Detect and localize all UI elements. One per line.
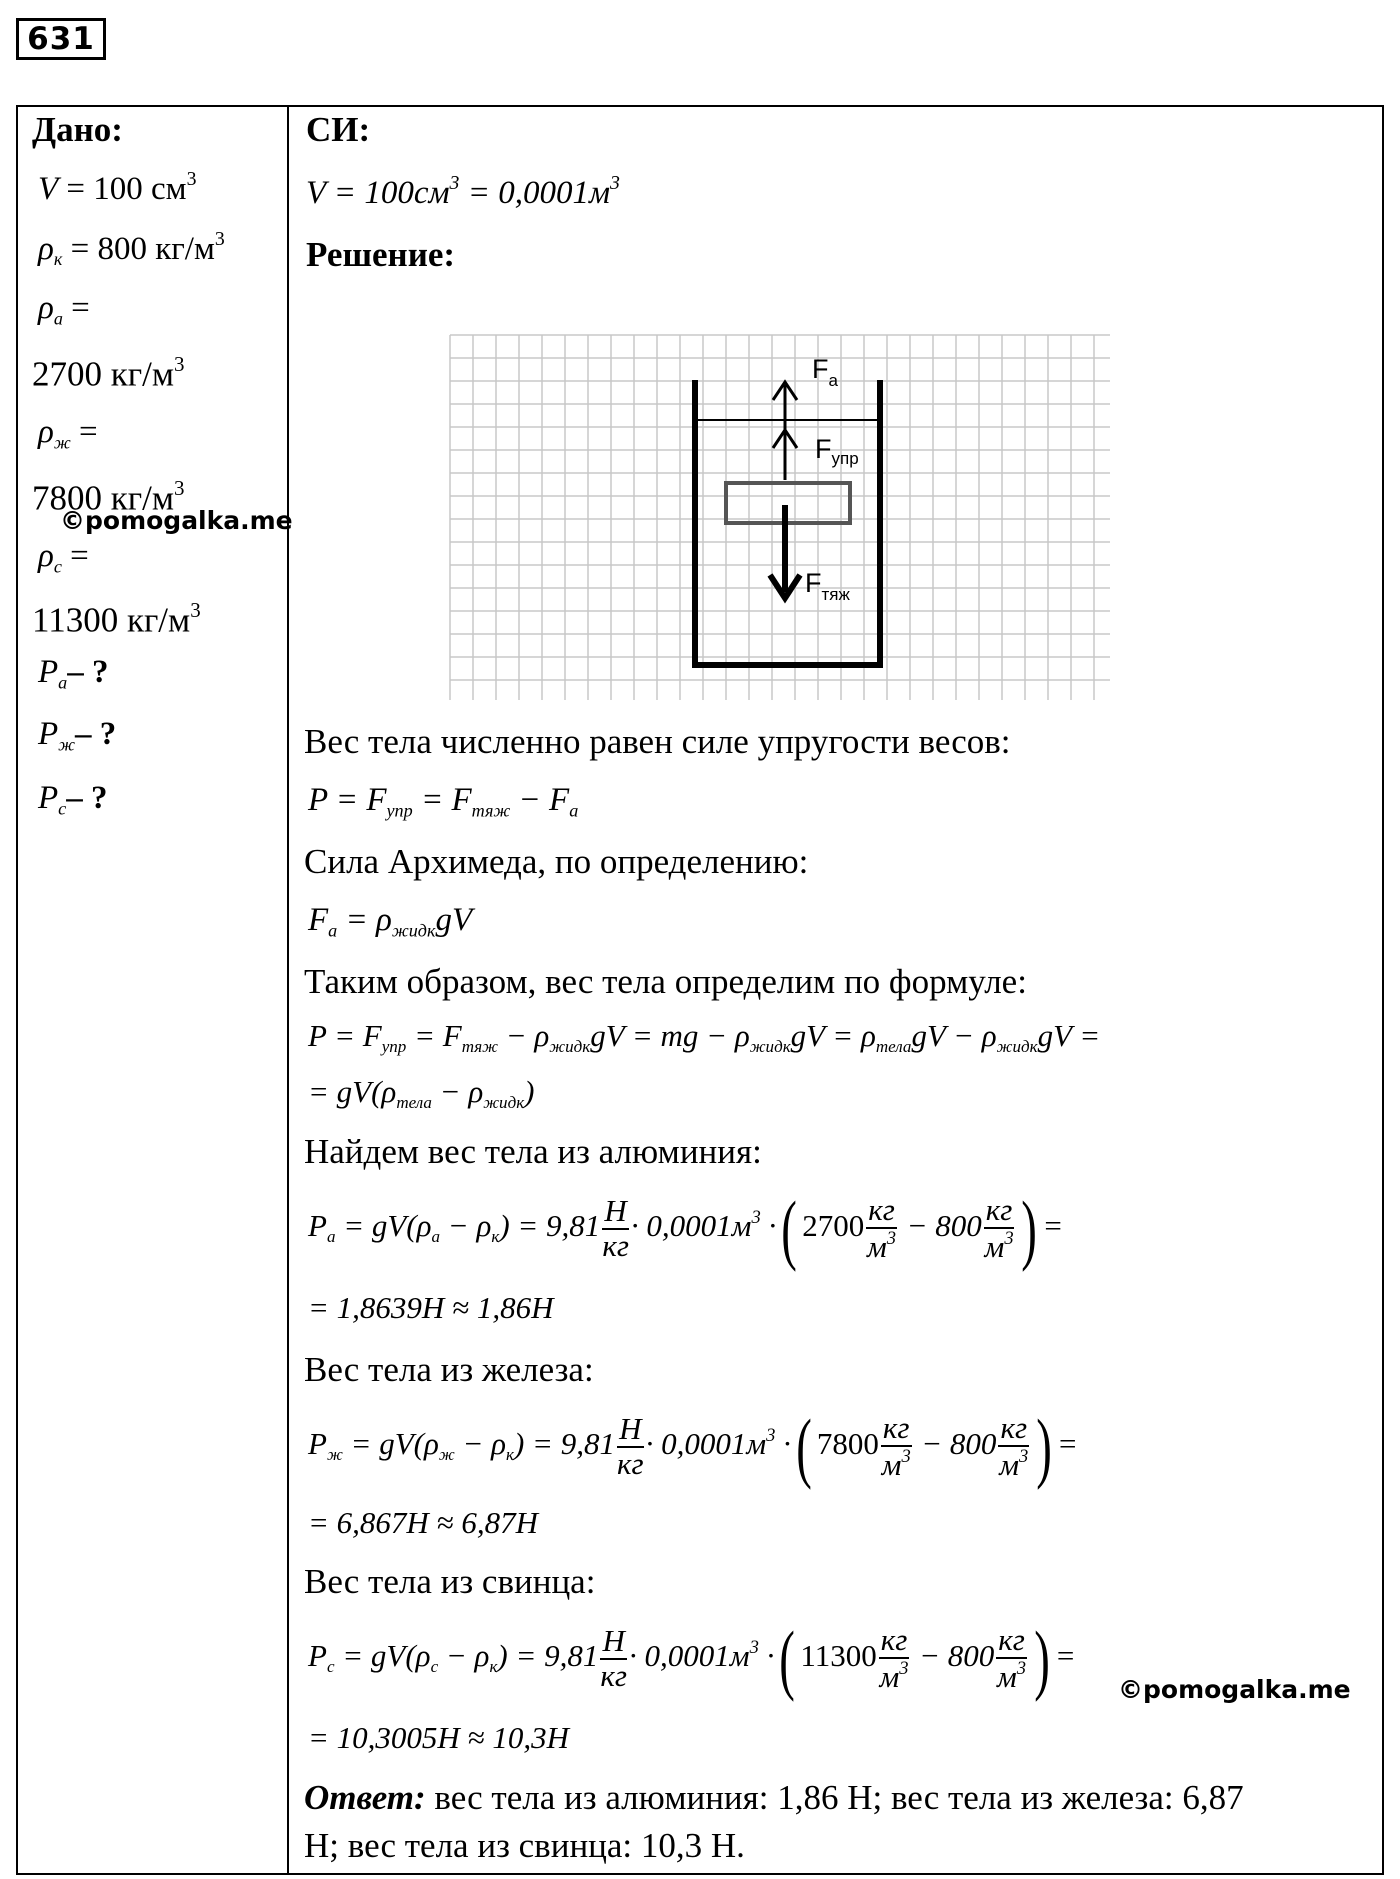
answer-line2: Н; вес тела из свинца: 10,3 Н. bbox=[304, 1826, 745, 1865]
given-density-iron-symbol: $\rho_ж$ = bbox=[38, 414, 98, 453]
watermark-right: ©pomogalka.me bbox=[1118, 1675, 1351, 1704]
given-density-aluminium-value: 2700 $кг/м^3$ bbox=[32, 352, 185, 394]
given-density-lead-value: 11300 $кг/м^3$ bbox=[32, 598, 201, 640]
given-density-aluminium-symbol: $\rho_а$ = bbox=[38, 290, 90, 329]
given-volume: V = 100 $см^3$ bbox=[38, 168, 197, 207]
formula-archimedes: $F_а = \rho_{жидк}gV$ bbox=[308, 902, 473, 941]
result-lead: = 10,3005H ≈ 10,3H bbox=[308, 1720, 569, 1755]
given-density-iron-value: 7800 $кг/м^3$ bbox=[32, 476, 185, 518]
formula-weight: $P = F_{упр} = F_{тяж} - F_а$ bbox=[308, 782, 579, 821]
given-density-lead-symbol: $\rho_с$ = bbox=[38, 538, 89, 577]
formula-weight-derivation-line1: $P = F_{упр} = F_{тяж} - \rho_{жидк}gV$ = mg − $\rho_{жидк}gV = \rho_{тела}gV - \rho_{жидк}gV$ = bbox=[308, 1018, 1101, 1056]
formula-weight-derivation-line2: = $gV(\rho_{тела} - \rho_{жидк})$ bbox=[308, 1074, 535, 1112]
text-iron: Вес тела из железа: bbox=[304, 1350, 594, 1389]
answer-line1: Ответ: вес тела из алюминия: 1,86 Н; вес тела из железа: 6,87 bbox=[304, 1778, 1244, 1817]
given-title: Дано: bbox=[32, 110, 123, 149]
si-conversion: $V = 100см^3 = 0,0001м^3$ bbox=[306, 172, 620, 211]
label-archimedes: $F_а$ bbox=[812, 354, 838, 390]
result-aluminium: = 1,8639H ≈ 1,86H bbox=[308, 1290, 554, 1325]
given-density-kerosene: $\rho_к = 800$ $кг/м^3$ bbox=[38, 228, 225, 270]
formula-aluminium-calc: $P_а = gV(\rho_а - \rho_к) = 9,81$ $\frac{H}{кг}$ · $0,0001м^3$ ·( 2700 $\frac{кг}{м^3}$ − 800 $\frac{кг}{м^3}$ ) = bbox=[308, 1185, 1064, 1272]
si-title: СИ: bbox=[306, 110, 371, 149]
text-archimedes-definition: Сила Архимеда, по определению: bbox=[304, 842, 809, 881]
label-gravity: $F_{тяж}$ bbox=[805, 568, 850, 604]
watermark-left: ©pomogalka.me bbox=[60, 506, 293, 535]
text-weight-formula: Таким образом, вес тела определим по формуле: bbox=[304, 962, 1027, 1001]
formula-iron-calc: $P_ж = gV(\rho_ж - \rho_к) = 9,81$ $\frac{H}{кг}$ · $0,0001м^3$ ·( 7800 $\frac{кг}{м^3}$ − 800 $\frac{кг}{м^3}$ ) = bbox=[308, 1403, 1078, 1490]
find-weight-iron: $P_ж-$ ? bbox=[38, 716, 117, 755]
column-divider bbox=[287, 105, 289, 1875]
label-elastic: $F_{упр}$ bbox=[815, 434, 859, 468]
force-diagram bbox=[430, 330, 1130, 710]
text-lead: Вес тела из свинца: bbox=[304, 1562, 596, 1601]
find-weight-aluminium: $P_а-$ ? bbox=[38, 654, 109, 693]
text-aluminium: Найдем вес тела из алюминия: bbox=[304, 1132, 762, 1171]
result-iron: = 6,867H ≈ 6,87H bbox=[308, 1505, 538, 1540]
find-weight-lead: $P_с-$ ? bbox=[38, 780, 108, 819]
problem-number: 631 bbox=[16, 18, 106, 60]
formula-lead-calc: $P_с = gV(\rho_с - \rho_к) = 9,81$ $\frac{H}{кг}$ · $0,0001м^3$ ·( 11300 $\frac{кг}{м^3}$ − 800 $\frac{кг}{м^3}$ ) = bbox=[308, 1615, 1076, 1702]
text-weight-equals-elastic: Вес тела численно равен силе упругости весов: bbox=[304, 722, 1011, 761]
solution-title: Решение: bbox=[306, 235, 456, 274]
